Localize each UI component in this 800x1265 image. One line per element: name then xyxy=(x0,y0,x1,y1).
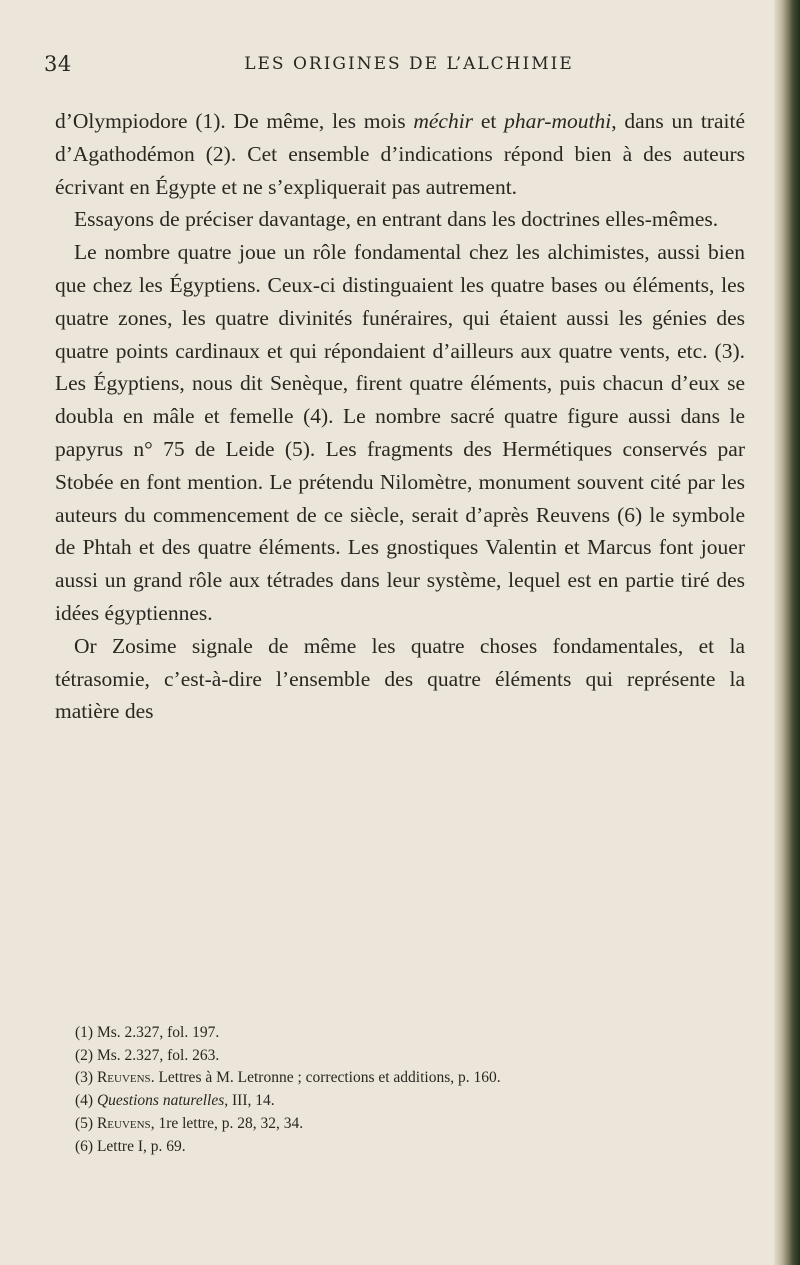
footnote-text: , III, 14. xyxy=(224,1092,275,1110)
footnote-text: . Lettres à M. Letronne ; corrections et additions, p. 160. xyxy=(150,1069,501,1087)
footnotes xyxy=(75,1022,755,1158)
page-header xyxy=(44,52,744,82)
footnote-title: Questions naturelles xyxy=(96,1092,225,1110)
paragraph-4: Or Zosime signale de même les quatre choses fondamentales, et la tétrasomie, c’est-à-dire l’ensemble des quatre éléments qui représente la matière des xyxy=(55,633,745,724)
running-title: LES ORIGINES DE L’ALCHIMIE xyxy=(244,54,574,74)
footnote-author: Reuvens xyxy=(96,1114,151,1132)
footnote-number: (3) xyxy=(75,1069,94,1087)
term-mechir: méchir xyxy=(413,109,474,133)
footnote-text: Ms. 2.327, fol. 263. xyxy=(96,1046,220,1064)
footnote-text: Lettre I, p. 69. xyxy=(96,1137,186,1155)
footnote-number: (1) xyxy=(75,1024,94,1041)
paragraph-1-text-a: d’Olympiodore (1). De même, les mois xyxy=(55,109,414,133)
main-text xyxy=(55,105,745,728)
page-edge-shadow xyxy=(774,0,800,1265)
paragraph-2: Essayons de préciser davantage, en entrant dans les doctrines elles-mêmes. xyxy=(74,207,719,232)
footnote-4 xyxy=(75,1090,755,1113)
footnote-text: Ms. 2.327, fol. 197. xyxy=(96,1024,220,1041)
footnote-number: (5) xyxy=(75,1114,94,1132)
footnote-number: (2) xyxy=(75,1046,94,1064)
footnote-author: Reuvens xyxy=(96,1069,151,1087)
footnote-1 xyxy=(75,1022,755,1045)
footnote-2 xyxy=(75,1045,755,1068)
paragraph-3: Le nombre quatre joue un rôle fondamental chez les alchimistes, aussi bien que chez les Égyptiens. Ceux-ci distinguaient les quatre bases ou éléments, les quatre zones, les quatre divinités funéraires, qui étaient aussi les génies des quatre points cardinaux et qui répondaient d’ailleurs aux quatre vents, etc. (3). Les Égyptiens, nous dit Senèque, firent quatre éléments, puis chacun d’eux se doubla en mâle et femelle (4). Le nombre sacré quatre figure aussi dans le papyrus n° 75 de Leide (5). Les fragments des Hermétiques conservés par Stobée en font mention. Le prétendu Nilomètre, monument souvent cité par les auteurs du commencement de ce siècle, serait d’après Reuvens (6) le symbole de Phtah et des quatre éléments. Les gnostiques Valentin et Marcus font jouer aussi un grand rôle aux tétrades dans leur système, lequel est en partie tiré des idées égyptiennes. xyxy=(55,240,745,625)
term-pharmouthi: phar-mouthi xyxy=(504,109,612,133)
footnote-number: (6) xyxy=(75,1137,94,1155)
footnote-5 xyxy=(75,1113,755,1136)
paragraph-1-text-b: et xyxy=(473,109,505,133)
footnote-number: (4) xyxy=(75,1092,94,1110)
paragraph-1 xyxy=(55,105,745,203)
footnote-text: , 1re lettre, p. 28, 32, 34. xyxy=(150,1114,304,1132)
footnote-3 xyxy=(75,1067,755,1090)
footnote-6 xyxy=(75,1136,755,1159)
page-number: 34 xyxy=(44,52,72,76)
paragraph-1-text-c: , dans un traité d’Agathodémon (2). Cet ensemble d’indications répond bien à des auteurs écrivant en Égypte et ne s’expliquerait pas autrement. xyxy=(55,109,745,199)
